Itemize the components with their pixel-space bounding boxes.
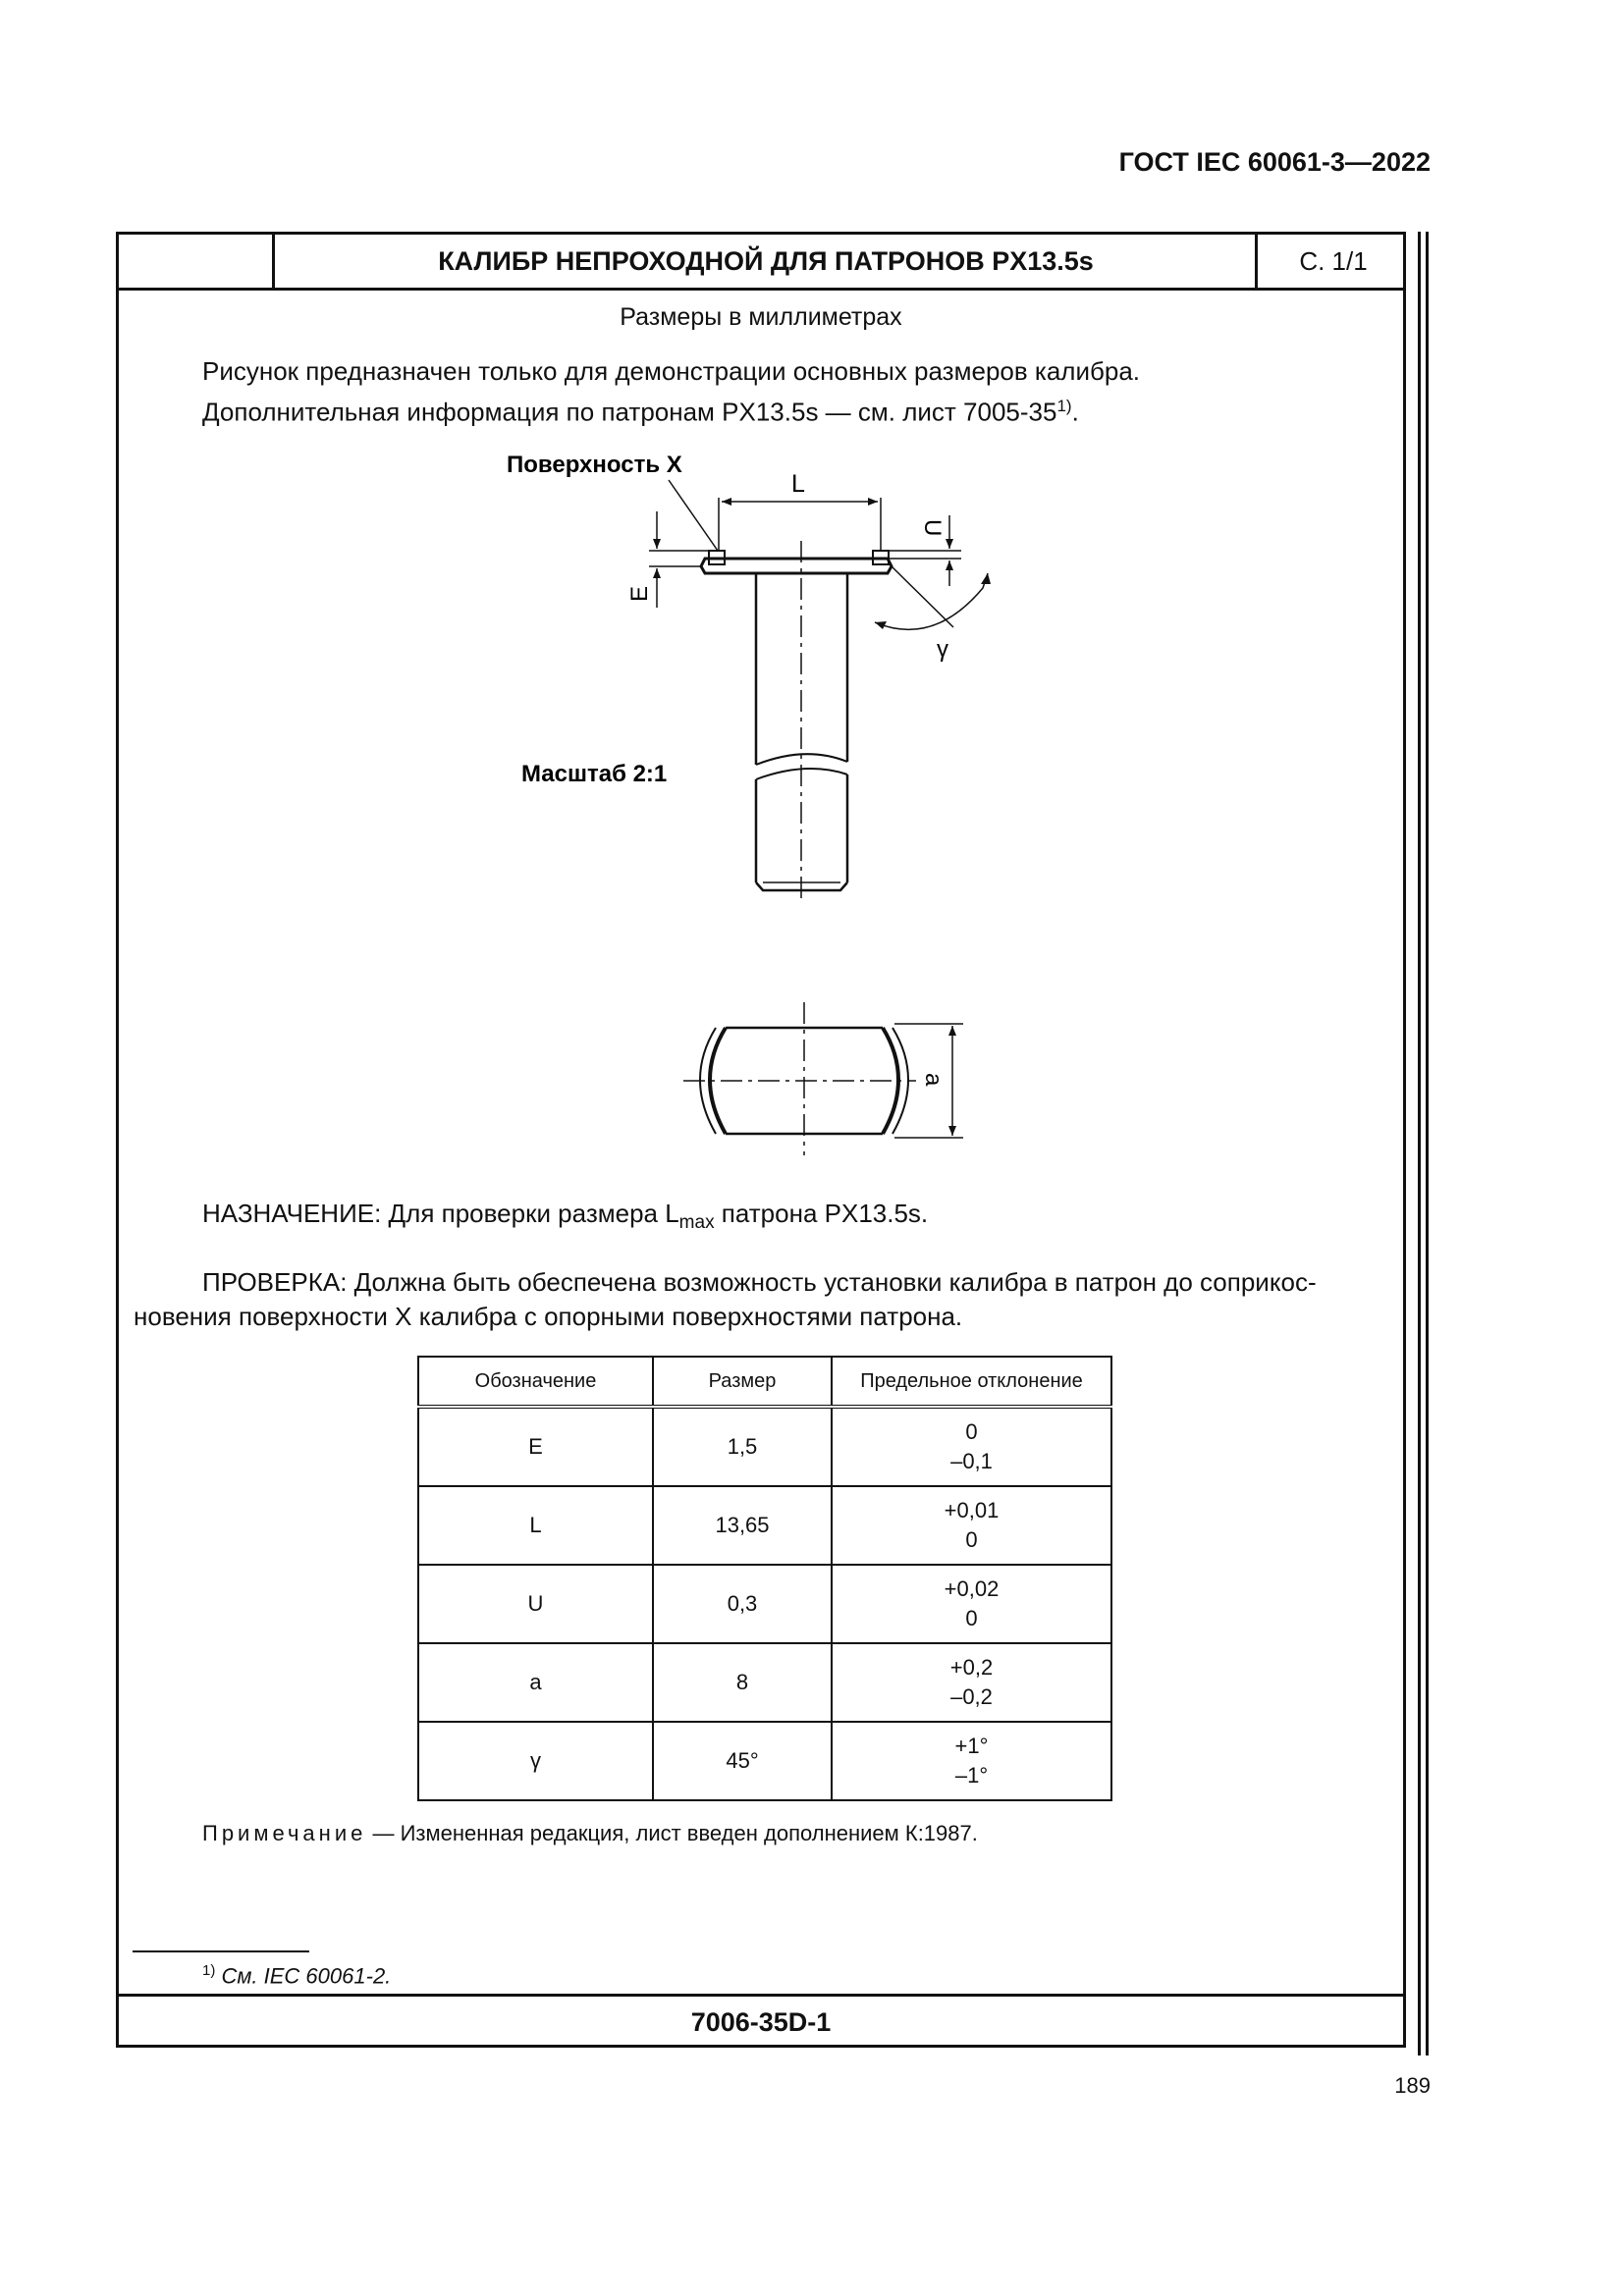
dim-U-label: U	[919, 519, 946, 537]
table-row: γ 45° +1° –1°	[418, 1722, 1111, 1800]
gauge-head	[701, 559, 892, 573]
sheet-code: 7006-35D-1	[119, 1994, 1403, 2048]
purpose-text: НАЗНАЧЕНИЕ: Для проверки размера $L_{max}$ патрона PX13.5s.	[202, 1199, 929, 1234]
dim-L-label: L	[791, 470, 805, 498]
sheet-title: КАЛИБР НЕПРОХОДНОЙ ДЛЯ ПАТРОНОВ PX13.5s	[438, 246, 1094, 276]
sheet-frame	[116, 232, 1406, 2048]
gauge-drawing	[119, 235, 1409, 1216]
header-size: Размер	[653, 1357, 832, 1407]
check-text: ПРОВЕРКА: Должна быть обеспечена возможность установки калибра в патрон до соприкосновения поверхности X калибра с опорными поверхностями патрона.	[134, 1267, 1317, 1331]
intro-line-2: Дополнительная информация по патронам PX13.5s — см. лист 7005-35$^{1)}$.	[202, 397, 1079, 427]
frame-side-line	[1426, 232, 1429, 2056]
table-row: E 1,5 0 –0,1	[418, 1407, 1111, 1486]
table-row: U 0,3 +0,02 0	[418, 1565, 1111, 1643]
note-text: Примечание — Измененная редакция, лист введен дополнением К:1987.	[202, 1821, 978, 1845]
table-row: a 8 +0,2 –0,2	[418, 1643, 1111, 1722]
dimensions-table	[417, 1356, 1112, 1801]
dim-gamma-label: γ	[937, 636, 948, 663]
page-number: 189	[1394, 2073, 1431, 2098]
dim-E-label: E	[626, 585, 653, 602]
dimensions-note: Размеры в миллиметрах	[620, 303, 902, 331]
footnote: $^{1)}$ См. IEC 60061-2.	[202, 1962, 392, 1989]
footnote-rule	[133, 1950, 309, 1952]
dim-a-label: a	[920, 1073, 947, 1087]
frame-side-line	[1418, 232, 1421, 2056]
scale-label: Масштаб 2:1	[521, 761, 668, 787]
surface-x-label: Поверхность X	[507, 452, 682, 478]
header-symbol: Обозначение	[418, 1357, 653, 1407]
intro-line-1: Рисунок предназначен только для демонстрации основных размеров калибра.	[202, 356, 1141, 386]
footnote-ref: 1)	[1056, 397, 1072, 415]
sheet-page-indicator: С. 1/1	[1255, 235, 1409, 288]
table-row: L 13,65 +0,01 0	[418, 1486, 1111, 1565]
header-tolerance: Предельное отклонение	[832, 1357, 1111, 1407]
standard-header: ГОСТ IEC 60061-3—2022	[1118, 147, 1431, 177]
